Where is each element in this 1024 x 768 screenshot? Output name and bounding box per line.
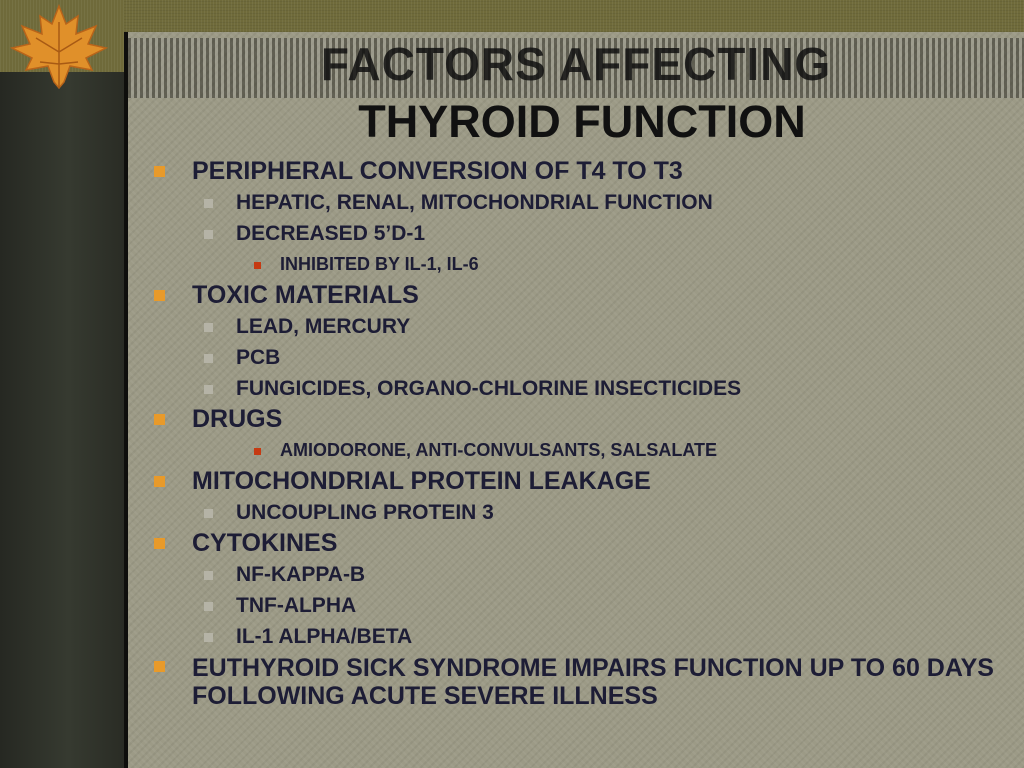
sub-bullet-item: HEPATIC, RENAL, MITOCHONDRIAL FUNCTION [150, 187, 1010, 218]
bullet-item: MITOCHONDRIAL PROTEIN LEAKAGE [150, 466, 1010, 497]
left-decorative-panel [0, 72, 124, 768]
top-decorative-band [0, 0, 1024, 32]
bullet-item: CYTOKINES [150, 528, 1010, 559]
sub-bullet-item: FUNGICIDES, ORGANO-CHLORINE INSECTICIDES [150, 373, 1010, 404]
bullet-list [150, 156, 1010, 710]
sub-bullet-item: LEAD, MERCURY [150, 311, 1010, 342]
maple-leaf-icon [6, 2, 112, 92]
bullet-item: TOXIC MATERIALS [150, 280, 1010, 311]
sub-bullet-item: IL-1 ALPHA/BETA [150, 621, 1010, 652]
slide-panel [124, 32, 1024, 768]
slide-title-line1: FACTORS AFFECTING [320, 38, 832, 90]
sub-sub-bullet-item: AMIODORONE, ANTI-CONVULSANTS, SALSALATE [150, 435, 1010, 466]
bullet-item: EUTHYROID SICK SYNDROME IMPAIRS FUNCTION UP TO 60 DAYS FOLLOWING ACUTE SEVERE ILLNESS [150, 652, 1010, 710]
sub-bullet-item: DECREASED 5’D-1 [150, 218, 1010, 249]
sub-sub-bullet-item: INHIBITED BY IL-1, IL-6 [150, 249, 1010, 280]
sub-bullet-item: UNCOUPLING PROTEIN 3 [150, 497, 1010, 528]
sub-bullet-item: PCB [150, 342, 1010, 373]
bullet-item: PERIPHERAL CONVERSION OF T4 TO T3 [150, 156, 1010, 187]
sub-bullet-item: NF-KAPPA-B [150, 559, 1010, 590]
bullet-item: DRUGS [150, 404, 1010, 435]
sub-bullet-item: TNF-ALPHA [150, 590, 1010, 621]
slide-title-line2: THYROID FUNCTION [358, 96, 806, 147]
